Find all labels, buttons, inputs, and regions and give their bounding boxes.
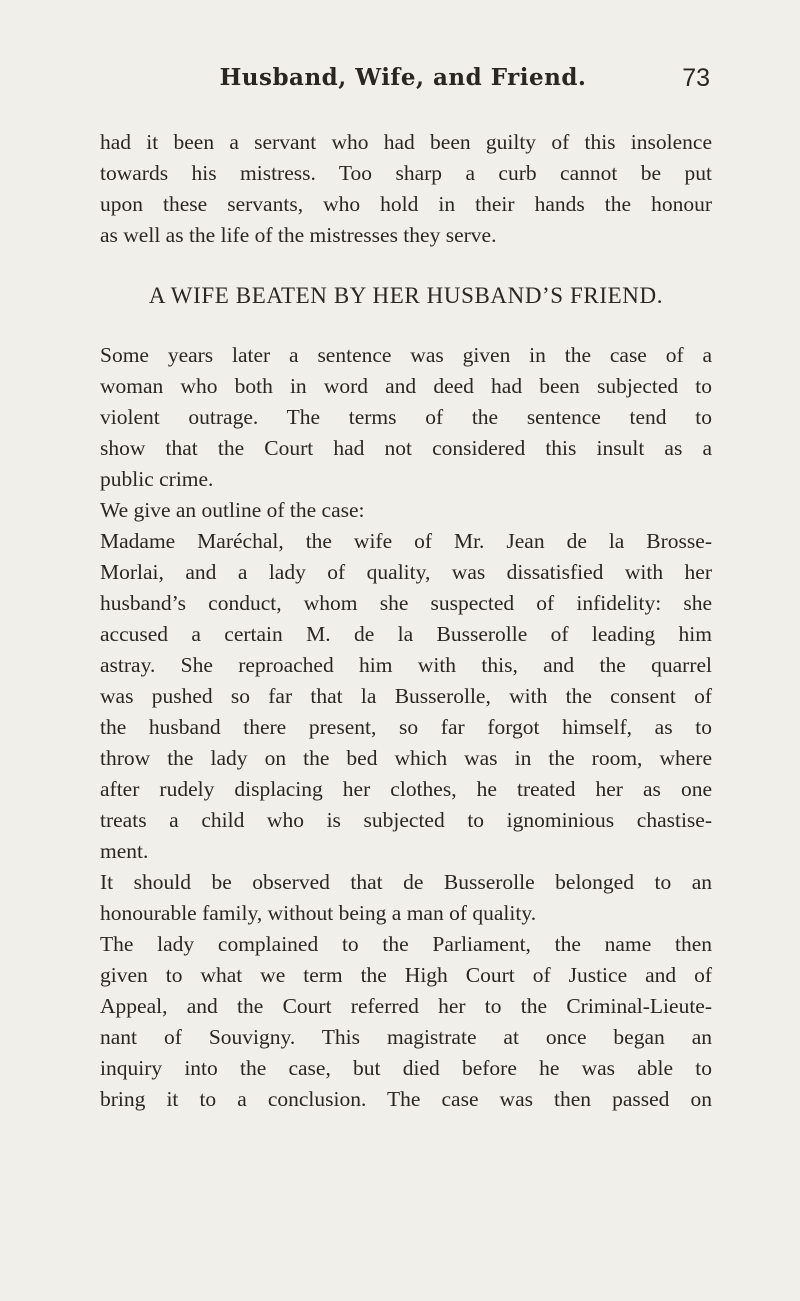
- paragraph: [100, 929, 712, 1115]
- text-line: as well as the life of the mistresses they serve.: [100, 223, 497, 247]
- text-line: Some years later a sentence was given in the case of a: [100, 343, 712, 367]
- paragraph: [100, 340, 712, 495]
- text-line: ment.: [100, 839, 149, 863]
- running-head: [96, 62, 710, 98]
- text-line: the husband there present, so far forgot himself, as to: [100, 715, 712, 739]
- text-line: woman who both in word and deed had been subjected to: [100, 374, 712, 398]
- text-line: throw the lady on the bed which was in the room, where: [100, 746, 712, 770]
- paragraph-continuation: [100, 127, 712, 251]
- text-line: honourable family, without being a man of quality.: [100, 901, 537, 925]
- text-line: Morlai, and a lady of quality, was dissatisfied with her: [100, 560, 712, 584]
- text-line: upon these servants, who hold in their hands the honour: [100, 192, 712, 216]
- text-line: Madame Maréchal, the wife of Mr. Jean de la Brosse-: [100, 529, 712, 553]
- text-line: had it been a servant who had been guilty of this insolence: [100, 130, 712, 154]
- text-line: inquiry into the case, but died before he was able to: [100, 1056, 712, 1080]
- text-line: husband’s conduct, whom she suspected of infidelity: she: [100, 591, 712, 615]
- paragraph: [100, 495, 712, 526]
- text-line: given to what we term the High Court of Justice and of: [100, 963, 712, 987]
- page-number: 73: [682, 64, 710, 92]
- text-line: accused a certain M. de la Busserolle of leading him: [100, 622, 712, 646]
- text-line: after rudely displacing her clothes, he treated her as one: [100, 777, 712, 801]
- text-line: bring it to a conclusion. The case was then passed on: [100, 1087, 712, 1111]
- text-line: Appeal, and the Court referred her to the Criminal-Lieute-: [100, 994, 712, 1018]
- text-line: show that the Court had not considered this insult as a: [100, 436, 712, 460]
- text-line: It should be observed that de Busserolle belonged to an: [100, 870, 712, 894]
- text-line: towards his mistress. Too sharp a curb cannot be put: [100, 161, 712, 185]
- text-line: We give an outline of the case:: [100, 498, 365, 522]
- section-heading: A WIFE BEATEN BY HER HUSBAND’S FRIEND.: [148, 283, 664, 308]
- paragraph: [100, 526, 712, 867]
- running-title: Husband, Wife, and Friend.: [219, 64, 587, 91]
- paragraph: [100, 867, 712, 929]
- text-line: violent outrage. The terms of the sentence tend to: [100, 405, 712, 429]
- text-line: public crime.: [100, 467, 214, 491]
- text-line: astray. She reproached him with this, and the quarrel: [100, 653, 712, 677]
- text-line: The lady complained to the Parliament, the name then: [100, 932, 712, 956]
- text-line: treats a child who is subjected to ignominious chastise-: [100, 808, 712, 832]
- body-text: [100, 127, 712, 1115]
- text-line: nant of Souvigny. This magistrate at once began an: [100, 1025, 712, 1049]
- text-line: was pushed so far that la Busserolle, with the consent of: [100, 684, 712, 708]
